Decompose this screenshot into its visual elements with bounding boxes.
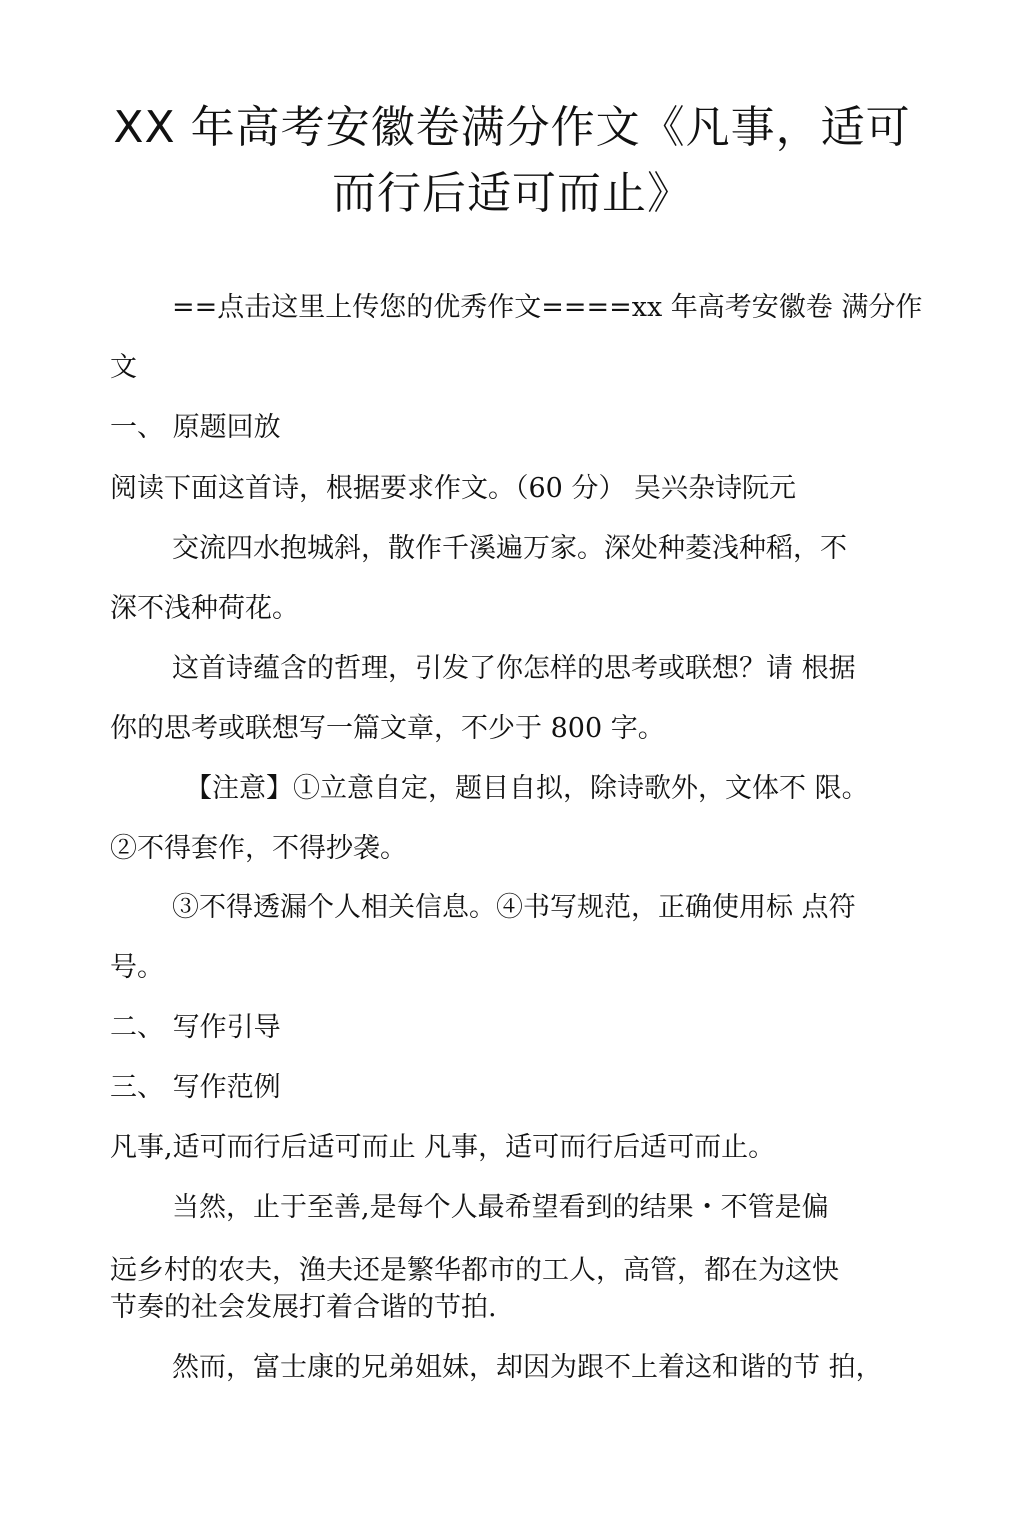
paragraph-line: 这首诗蕴含的哲理，引发了你怎样的思考或联想？请 根据 — [172, 653, 856, 684]
notice-line: 【注意】①立意自定，题目自拟，除诗歌外，文体不 限。 — [185, 773, 869, 804]
paragraph-line: 远乡村的农夫，渔夫还是繁华都市的工人，高管，都在为这快 — [110, 1255, 839, 1286]
section-heading-writing-guide: 二、 写作引导 — [110, 1012, 281, 1043]
section-heading-original-question: 一、 原题回放 — [110, 412, 281, 443]
notice-line: 号。 — [110, 952, 164, 983]
poem-line: 交流四水抱城斜，散作千溪遍万家。深处种菱浅种稻，不 — [172, 533, 847, 564]
document-title-line-2: 而行后适可而止》 — [332, 168, 692, 219]
poem-line: 深不浅种荷花。 — [110, 593, 299, 624]
paragraph-line: 当然，止于至善,是每个人最希望看到的结果・不管是偏 — [172, 1192, 829, 1223]
paragraph-line: 你的思考或联想写一篇文章，不少于 800 字。 — [110, 713, 665, 744]
paragraph-line: 凡事,适可而行后适可而止 凡事，适可而行后适可而止。 — [110, 1132, 776, 1163]
paragraph-line: 阅读下面这首诗，根据要求作文。（60 分） 吴兴杂诗阮元 — [110, 473, 797, 504]
notice-line: ②不得套作，不得抄袭。 — [110, 833, 407, 864]
paragraph-line: 然而，富士康的兄弟姐妹，却因为跟不上着这和谐的节 拍， — [172, 1352, 883, 1383]
paragraph-line: 节奏的社会发展打着合谐的节拍. — [110, 1292, 497, 1323]
paragraph-line: 文 — [110, 352, 137, 383]
section-heading-writing-example: 三、 写作范例 — [110, 1072, 281, 1103]
document-title-line-1: XX 年高考安徽卷满分作文《凡事，适可 — [113, 102, 911, 153]
upload-link-paragraph: ==点击这里上传您的优秀作文====xx 年高考安徽卷 满分作 — [172, 292, 923, 323]
notice-line: ③不得透漏个人相关信息。④书写规范，正确使用标 点符 — [172, 892, 856, 923]
